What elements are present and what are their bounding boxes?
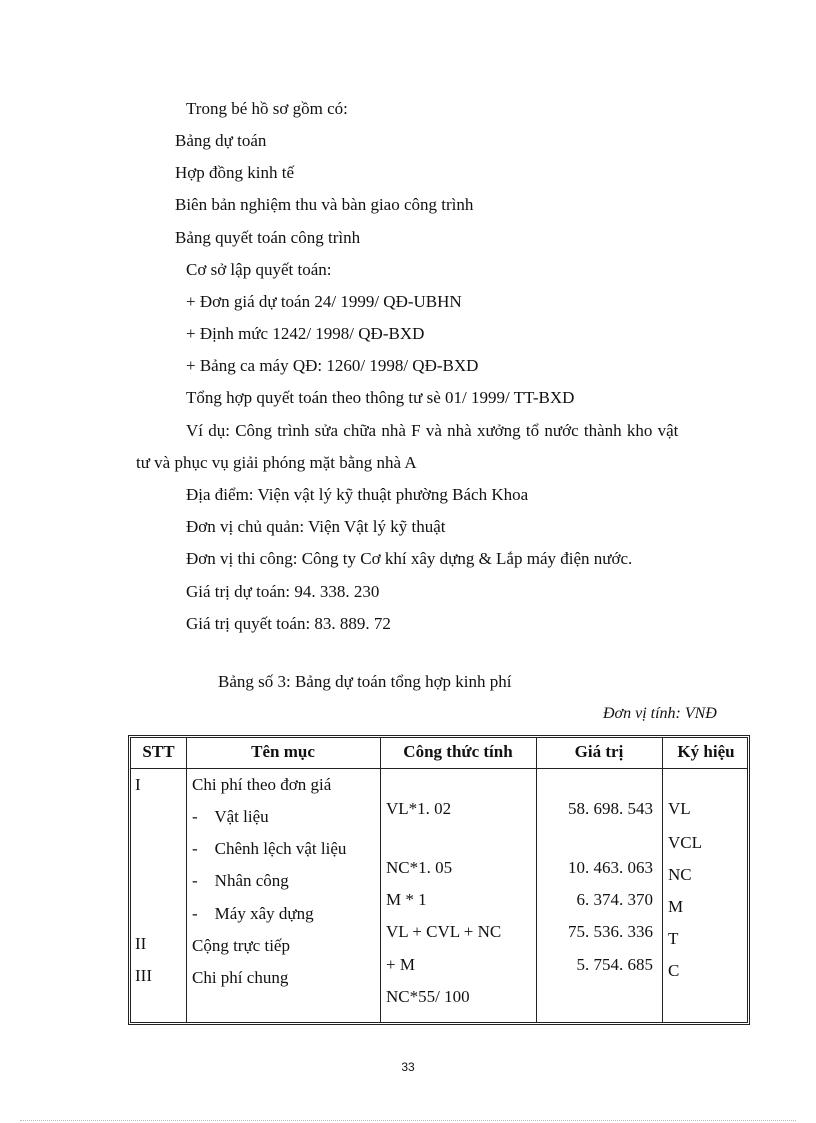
page-number: 33 (401, 1060, 415, 1074)
symbol-cell: M (668, 897, 684, 916)
column-divider (186, 738, 187, 1022)
symbol-cell: NC (668, 865, 692, 884)
stt-cell: II (135, 934, 147, 953)
value-cell: 5. 754. 685 (576, 955, 653, 974)
formula-cell: M * 1 (386, 890, 427, 909)
header-divider (131, 768, 747, 769)
formula-cell: VL*1. 02 (386, 799, 452, 818)
header-ky-hieu: Ký hiệu (677, 742, 735, 761)
paragraph: Tổng hợp quyết toán theo thông tư sè 01/ 1999/ TT-BXD (186, 388, 575, 407)
paragraph: + Bảng ca máy QĐ: 1260/ 1998/ QĐ-BXD (186, 356, 479, 375)
paragraph: Bảng dự toán (175, 131, 267, 150)
paragraph: Giá trị dự toán: 94. 338. 230 (186, 582, 380, 601)
item-cell: - Chênh lệch vật liệu (192, 839, 347, 858)
paragraph: + Đơn giá dự toán 24/ 1999/ QĐ-UBHN (186, 292, 462, 311)
formula-cell: VL + CVL + NC (386, 922, 502, 941)
paragraph: tư và phục vụ giải phóng mặt bằng nhà A (136, 453, 417, 472)
table-unit: Đơn vị tính: VNĐ (603, 705, 717, 722)
column-divider (662, 738, 663, 1022)
column-divider (536, 738, 537, 1022)
paragraph: Biên bản nghiệm thu và bàn giao công trình (175, 195, 474, 214)
paragraph: Đơn vị thi công: Công ty Cơ khí xây dựng & Lắp máy điện nước. (186, 549, 633, 568)
header-ten-muc: Tên mục (251, 742, 315, 761)
value-cell: 6. 374. 370 (576, 890, 653, 909)
paragraph: Bảng quyết toán công trình (175, 228, 361, 247)
stt-cell: III (135, 966, 152, 985)
item-cell: Cộng trực tiếp (192, 936, 290, 955)
column-divider (380, 738, 381, 1022)
item-cell: - Máy xây dựng (192, 904, 314, 923)
formula-cell: NC*1. 05 (386, 858, 453, 877)
value-cell: 75. 536. 336 (568, 922, 653, 941)
item-cell: Chi phí theo đơn giá (192, 775, 332, 794)
budget-table (128, 735, 750, 1025)
symbol-cell: T (668, 929, 679, 948)
symbol-cell: C (668, 961, 680, 980)
paragraph: Đơn vị chủ quản: Viện Vật lý kỹ thuật (186, 517, 446, 536)
header-cong-thuc: Công thức tính (403, 742, 513, 761)
paragraph: Địa điểm: Viện vật lý kỹ thuật phường Bách Khoa (186, 485, 529, 504)
paragraph: + Định mức 1242/ 1998/ QĐ-BXD (186, 324, 425, 343)
paragraph: Trong bé hồ sơ gồm có: (186, 99, 348, 118)
header-stt: STT (142, 742, 175, 761)
symbol-cell: VCL (668, 833, 702, 852)
paragraph: Hợp đồng kinh tế (175, 163, 295, 182)
formula-cell: NC*55/ 100 (386, 987, 470, 1006)
value-cell: 58. 698. 543 (568, 799, 653, 818)
table-caption: Bảng số 3: Bảng dự toán tổng hợp kinh phí (218, 672, 512, 691)
formula-cell: + M (386, 955, 415, 974)
item-cell: - Nhân công (192, 871, 289, 890)
item-cell: - Vật liệu (192, 807, 269, 826)
page-border (20, 1120, 796, 1121)
symbol-cell: VL (668, 799, 691, 818)
item-cell: Chi phí chung (192, 968, 289, 987)
paragraph: Ví dụ: Công trình sửa chữa nhà F và nhà xưởng tổ nước thành kho vật (186, 421, 679, 440)
stt-cell: I (135, 775, 141, 794)
paragraph: Cơ sở lập quyết toán: (186, 260, 332, 279)
header-gia-tri: Giá trị (574, 742, 624, 761)
paragraph: Giá trị quyết toán: 83. 889. 72 (186, 614, 391, 633)
value-cell: 10. 463. 063 (568, 858, 653, 877)
